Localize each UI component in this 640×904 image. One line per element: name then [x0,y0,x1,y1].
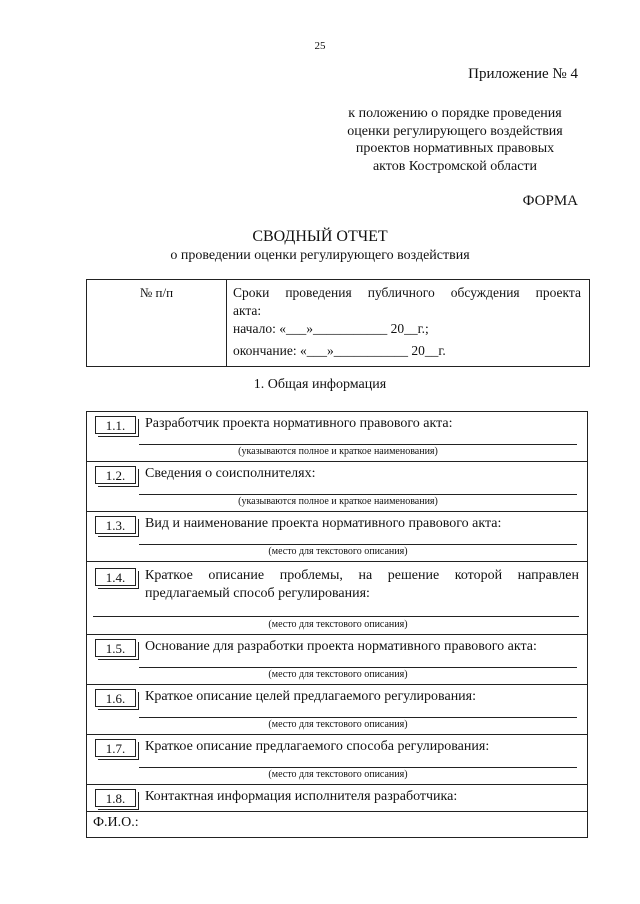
section-number: 1.1. [95,416,136,434]
section-title: Вид и наименование проекта нормативного правового акта: [145,516,502,531]
appendix-label: Приложение № 4 [468,66,578,82]
number-column-header: № п/п [87,280,227,366]
section-hint: (место для текстового описания) [268,719,408,730]
regulation-line: к положению о порядке проведения [348,106,562,121]
section-hint: (место для текстового описания) [268,546,408,557]
end-date-field[interactable]: окончание: «___»___________ 20__г. [233,343,446,358]
section-general-title: 1. Общая информация [253,377,387,392]
section-1-7 [86,734,588,785]
section-number: 1.7. [95,739,136,757]
section-title: Разработчик проекта нормативного правового акта: [145,416,453,431]
report-subtitle: о проведении оценки регулирующего воздействия [170,248,470,263]
section-1-8 [86,784,588,812]
entry-line[interactable] [93,616,579,617]
section-title: Краткое описание проблемы, на решение которой направлен [145,568,579,583]
entry-line[interactable] [139,667,577,668]
deadlines-info [233,284,581,360]
entry-line[interactable] [139,444,577,445]
section-number: 1.6. [95,689,136,707]
section-number: 1.5. [95,639,136,657]
contact-fio-row [86,811,588,838]
deadlines-text: Сроки проведения публичного обсуждения проекта [233,285,581,300]
section-number: 1.2. [95,466,136,484]
report-title: СВОДНЫЙ ОТЧЕТ [252,228,388,245]
section-number: 1.8. [95,789,136,807]
section-number: 1.3. [95,516,136,534]
section-title: Краткое описание предлагаемого способа регулирования: [145,739,490,754]
section-hint: (место для текстового описания) [268,769,408,780]
regulation-line: актов Костромской области [372,158,538,174]
section-title: Краткое описание целей предлагаемого регулирования: [145,689,477,704]
section-1-3 [86,511,588,562]
section-title-cont: предлагаемый способ регулирования: [145,586,370,601]
entry-line[interactable] [139,544,577,545]
section-hint: (место для текстового описания) [268,619,408,630]
section-1-5 [86,634,588,685]
section-hint: (указываются полное и краткое наименования) [238,496,438,507]
section-title: Контактная информация исполнителя разработчика: [145,789,458,804]
entry-line[interactable] [139,494,577,495]
section-1-4 [86,561,588,635]
section-title: Сведения о соисполнителях: [145,466,316,481]
form-label: ФОРМА [522,193,578,209]
section-1-2 [86,461,588,512]
page-number: 25 [314,40,326,52]
entry-line[interactable] [139,767,577,768]
entry-line[interactable] [139,717,577,718]
section-hint: (место для текстового описания) [268,669,408,680]
section-1-1 [86,411,588,462]
regulation-reference [330,105,580,175]
start-date-field[interactable]: начало: «___»___________ 20__г.; [233,321,429,336]
section-1-6 [86,684,588,735]
deadlines-text-cont: акта: [233,303,262,318]
section-number: 1.4. [95,568,136,586]
section-title: Основание для разработки проекта нормативного правового акта: [145,639,537,654]
fio-label: Ф.И.О.: [93,815,139,830]
regulation-line: оценки регулирующего воздействия [347,123,563,139]
deadlines-table [86,279,590,367]
regulation-line: проектов нормативных правовых [355,141,555,156]
section-hint: (указываются полное и краткое наименования) [238,446,438,457]
